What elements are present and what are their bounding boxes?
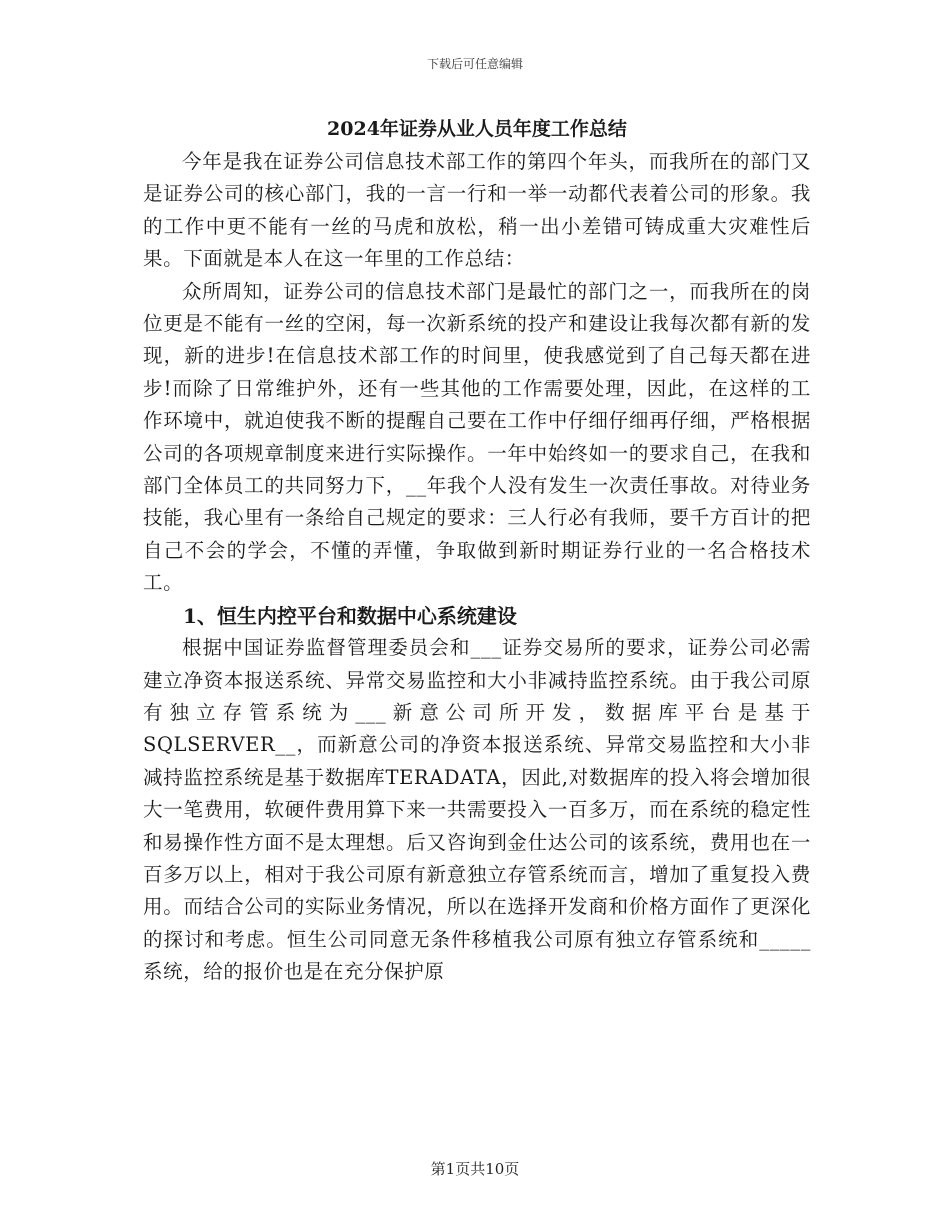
paragraph-intro: 今年是我在证券公司信息技术部工作的第四个年头，而我所在的部门又是证券公司的核心部门，我的一言一行和一举一动都代表着公司的形象。我的工作中更不能有一丝的马虎和放松，稍一出小差错可铸成重大灾难性后果。下面就是本人在这一年里的工作总结： bbox=[143, 150, 811, 271]
paragraph-section-1: 根据中国证券监督管理委员会和___证券交易所的要求，证券公司必需建立净资本报送系统、异常交易监控和大小非减持监控系统。由于我公司原有独立存管系统为___新意公司所开发，数据库平台是基于SQLSERVER__，而新意公司的净资本报送系统、异常交易监控和大小非减持监控系统是基于数据库TERADATA，因此,对数据库的投入将会增加很大一笔费用，软硬件费用算下来一共需要投入一百多万，而在系统的稳定性和易操作性方面不是太理想。后又咨询到金仕达公司的该系统，费用也在一百多万以上，相对于我公司原有新意独立存管系统而言，增加了重复投入费用。而结合公司的实际业务情况，所以在选择开发商和价格方面作了更深化的探讨和考虑。恒生公司同意无条件移植我公司原有独立存管系统和_____系统，给的报价也是在充分保护原 bbox=[143, 636, 811, 984]
document-body bbox=[143, 112, 811, 989]
page-number: 第1页共10页 bbox=[430, 1160, 520, 1178]
section-heading: 1、恒生内控平台和数据中心系统建设 bbox=[183, 603, 517, 628]
paragraph-work-summary: 众所周知，证券公司的信息技术部门是最忙的部门之一，而我所在的岗位更是不能有一丝的空闲，每一次新系统的投产和建设让我每次都有新的发现，新的进步!在信息技术部工作的时间里，使我感觉到了自己每天都在进步!而除了日常维护外，还有一些其他的工作需要处理，因此，在这样的工作环境中，就迫使我不断的提醒自己要在工作中仔细仔细再仔细，严格根据公司的各项规章制度来进行实际操作。一年中始终如一的要求自己，在我和部门全体员工的共同努力下，__年我个人没有发生一次责任事故。对待业务技能，我心里有一条给自己规定的要求：三人行必有我师，要千方百计的把自己不会的学会，不懂的弄懂，争取做到新时期证券行业的一名合格技术工。 bbox=[143, 279, 811, 595]
header-note: 下载后可任意编辑 bbox=[426, 57, 523, 71]
document-title: 2024年证券从业人员年度工作总结 bbox=[327, 118, 627, 140]
